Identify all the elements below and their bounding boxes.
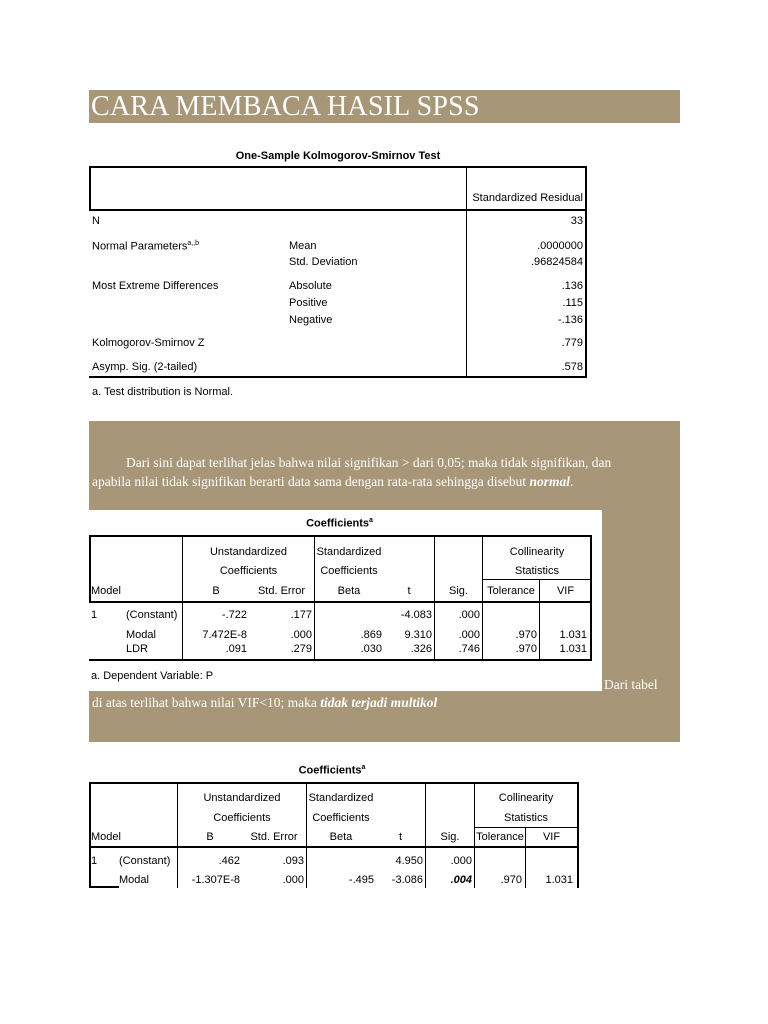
ks-asymp-label: Asymp. Sig. (2-tailed) <box>92 361 198 373</box>
coef2-h-coeffs: Coefficients <box>213 812 271 824</box>
coef1-row2-t: 9.310 <box>404 629 432 641</box>
page-title: CARA MEMBACA HASIL SPSS <box>91 91 480 122</box>
ks-table <box>89 166 587 378</box>
ks-footnote: a. Test distribution is Normal. <box>92 386 234 398</box>
coef2-h-model: Model <box>91 831 121 843</box>
coef2-row2-b: -1.307E-8 <box>191 874 240 886</box>
coef2-h-unstd: Unstandardized <box>203 792 281 804</box>
ks-negative-value: -.136 <box>557 314 583 326</box>
coef1-row2-tol: .970 <box>515 629 537 641</box>
coef1-caption: Coefficients$^a$ <box>306 517 373 530</box>
coef1-footnote: a. Dependent Variable: P <box>91 670 214 682</box>
ks-negative-label: Negative <box>289 314 333 326</box>
coef2-row1-t: 4.950 <box>395 855 423 867</box>
ks-positive-label: Positive <box>289 297 328 309</box>
normality-paragraph-line2: apabila nilai tidak signifikan berarti data sama dengan rata-rata sehingga disebut normal. <box>92 474 574 489</box>
coef2-h-se: Std. Error <box>250 831 298 843</box>
coef1-h-std: Standardized <box>316 546 382 558</box>
coef1-row1-b: -.722 <box>221 609 247 621</box>
coef1-h-coeffs: Coefficients <box>219 565 278 577</box>
coef1-row1-t: -4.083 <box>400 609 432 621</box>
coef1-row3-name: LDR <box>126 643 149 655</box>
coef2-h-beta: Beta <box>329 831 353 843</box>
coef2-row2-beta: -.495 <box>348 874 374 886</box>
coef2-row2-tol: .970 <box>500 874 522 886</box>
coef2-caption: Coefficients$^a$ <box>298 764 366 777</box>
title-banner <box>89 90 680 123</box>
coef2-h-stats: Statistics <box>503 812 548 824</box>
ks-z-label: Kolmogorov-Smirnov Z <box>92 337 205 349</box>
vif-paragraph-line1: Dari tabel <box>604 677 658 692</box>
coef1-row3-t: .326 <box>410 643 432 655</box>
ks-absolute-label: Absolute <box>289 280 332 292</box>
coef2-h-b: B <box>206 831 214 843</box>
vif-paragraph-line2: di atas terlihat bahwa nilai VIF<10; maka tidak terjadi multikol <box>92 695 438 710</box>
coef1-h-b: B <box>212 585 220 597</box>
coef2-row2-se: .000 <box>282 874 304 886</box>
coef1-row3-tol: .970 <box>515 643 537 655</box>
coef1-row2-name: Modal <box>126 629 156 641</box>
ks-mean-value: .0000000 <box>537 240 583 252</box>
coef1-row1-se: .177 <box>290 609 312 621</box>
coef2-h-std-coeffs: Coefficients <box>312 812 370 824</box>
ks-mean-label: Mean <box>289 240 317 252</box>
coef2-h-t: t <box>398 831 403 843</box>
ks-n-label: N <box>92 215 100 227</box>
coef2-row1-num: 1 <box>91 855 98 867</box>
coef1-row3-vif: 1.031 <box>559 643 587 655</box>
coef2-row1-b: .462 <box>218 855 240 867</box>
ks-n-value: 33 <box>570 215 583 227</box>
coef2-table <box>89 782 579 890</box>
coef1-h-stats: Statistics <box>514 565 559 577</box>
coef1-row2-sig: .000 <box>458 629 480 641</box>
ks-sd-label: Std. Deviation <box>289 256 358 268</box>
coef1-row2-vif: 1.031 <box>559 629 587 641</box>
coef1-row1-num: 1 <box>91 609 98 621</box>
coef1-h-vif: VIF <box>556 585 575 597</box>
ks-absolute-value: .136 <box>561 280 583 292</box>
ks-z-value: .779 <box>561 337 583 349</box>
coef1-h-sig: Sig. <box>449 585 468 597</box>
coef2-row2-name: Modal <box>119 874 149 886</box>
coef1-row3-sig: .746 <box>458 643 480 655</box>
coef2-h-vif: VIF <box>542 831 561 843</box>
coef1-row2-beta: .869 <box>360 629 382 641</box>
coef2-row1-sig: .000 <box>450 855 472 867</box>
ks-sd-value: .96824584 <box>531 256 583 268</box>
coef1-table <box>89 535 591 661</box>
coef1-row3-se: .279 <box>290 643 312 655</box>
coef1-row1-name: (Constant) <box>126 609 178 621</box>
coef1-h-coll: Collinearity <box>509 546 565 558</box>
coef2-row1-name: (Constant) <box>119 855 171 867</box>
coef1-row3-b: .091 <box>225 643 247 655</box>
coef2-h-sig: Sig. <box>440 831 460 843</box>
coef1-row3-beta: .030 <box>360 643 382 655</box>
coef2-row2-t: -3.086 <box>391 874 423 886</box>
normality-paragraph-line1: Dari sini dapat terlihat jelas bahwa nilai signifikan > dari 0,05; maka tidak signifikan, dan <box>126 455 612 470</box>
ks-asymp-value: .578 <box>561 361 583 373</box>
coef1-h-tol: Tolerance <box>487 585 535 597</box>
coef2-h-std: Standardized <box>308 792 374 804</box>
coef1-h-t: t <box>407 585 411 597</box>
coef1-row2-b: 7.472E-8 <box>202 629 247 641</box>
coef2-h-coll: Collinearity <box>498 792 554 804</box>
coef1-h-model: Model <box>91 585 121 597</box>
coef1-h-std-coeffs: Coefficients <box>320 565 378 577</box>
coef1-h-unstd: Unstandardized <box>209 546 288 558</box>
ks-positive-value: .115 <box>562 297 583 309</box>
coef1-row2-se: .000 <box>290 629 312 641</box>
coef2-row2-sig: .004 <box>450 874 472 886</box>
ks-med-label: Most Extreme Differences <box>92 280 219 292</box>
coef1-h-se: Std. Error <box>257 585 306 597</box>
coef1-h-beta: Beta <box>337 585 361 597</box>
coef2-h-tol: Tolerance <box>476 831 524 843</box>
ks-col-header: Standardized Residual <box>472 192 583 204</box>
ks-normal-params-label: Normal Parameters$^{a,,b}$ <box>92 240 200 253</box>
coef2-row1-se: .093 <box>282 855 304 867</box>
coef1-row1-sig: .000 <box>458 609 480 621</box>
ks-table-caption: One-Sample Kolmogorov-Smirnov Test <box>235 150 441 162</box>
coef2-row2-vif: 1.031 <box>545 874 573 886</box>
